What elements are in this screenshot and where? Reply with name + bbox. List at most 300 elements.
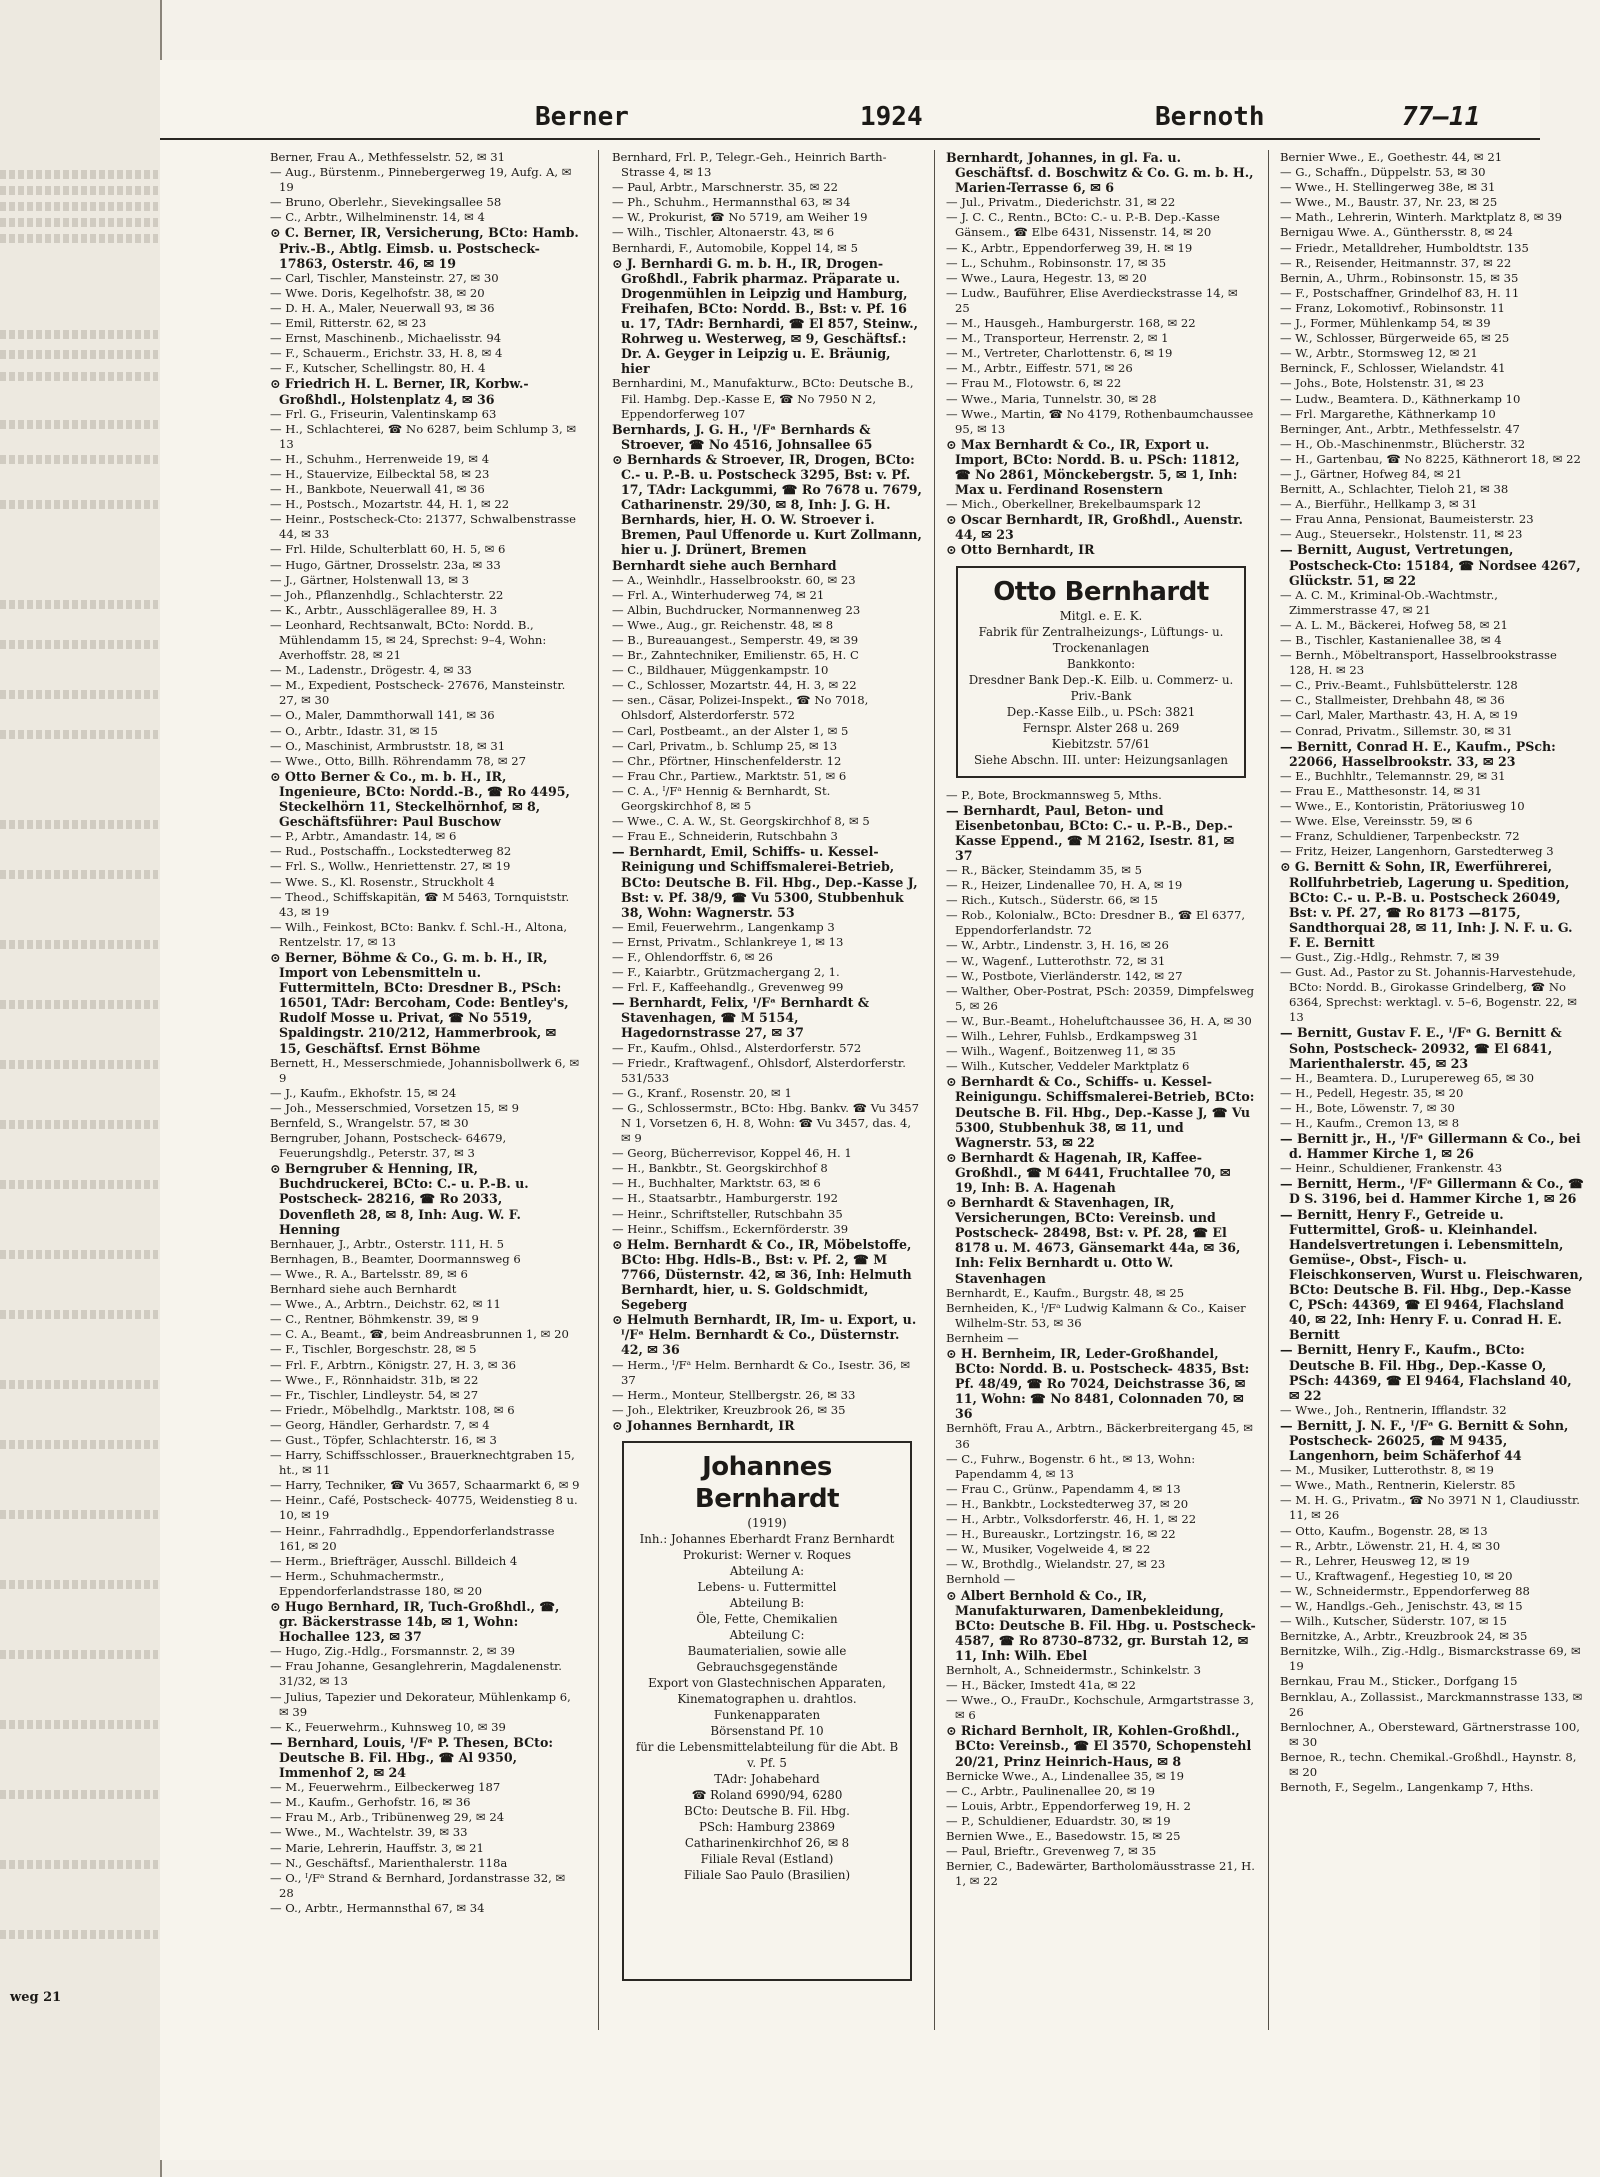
directory-entry: — Franz, Lokomotivf., Robinsonstr. 11: [1280, 300, 1505, 315]
directory-entry: — G., Schlossermstr., BCto: Hbg. Bankv. ☎ Vu 3457 N 1, Vorsetzen 6, H. 8, Wohn: ☎ Vu 3457, das. 4, ✉ 9: [612, 1100, 920, 1146]
directory-entry: — Fr., Kaufm., Ohlsd., Alsterdorferstr. 572: [612, 1040, 862, 1055]
directory-entry: — M. H. G., Privatm., ☎ No 3971 N 1, Claudiusstr. 11, ✉ 26: [1280, 1493, 1580, 1523]
directory-entry: — Frl. F., Arbtrn., Königstr. 27, H. 3, ✉ 36: [270, 1357, 516, 1372]
directory-entry: — H., Bankbtr., Lockstedterweg 37, ✉ 20: [946, 1496, 1189, 1511]
advertisement-line: Abteilung A:: [729, 1563, 805, 1578]
directory-entry: — Wwe., Laura, Hegestr. 13, ✉ 20: [946, 270, 1147, 285]
directory-entry: — H., Staatsarbtr., Hamburgerstr. 192: [612, 1191, 838, 1206]
header-page-number: 77—11: [1402, 102, 1481, 132]
directory-entry: — C. A., Beamt., ☎, beim Andreasbrunnen 1, ✉ 20: [270, 1327, 569, 1342]
directory-entry: Bernier Wwe., E., Goethestr. 44, ✉ 21: [1280, 150, 1503, 164]
directory-entry: Bernigau Wwe. A., Günthersstr. 8, ✉ 24: [1280, 225, 1513, 240]
advertisement-line: Fernspr. Alster 268 u. 269: [1022, 720, 1180, 735]
directory-entry: — Aug., Bürstenm., Pinnebergerweg 19, Aufg. A, ✉ 19: [270, 165, 572, 195]
directory-entry: — Otto, Kaufm., Bogenstr. 28, ✉ 13: [1280, 1523, 1488, 1538]
advertisement-line: PSch: Hamburg 23869: [698, 1819, 836, 1834]
directory-entry: — G., Schaffn., Düppelstr. 53, ✉ 30: [1280, 165, 1486, 180]
directory-entry: — Wwe. Doris, Kegelhofstr. 38, ✉ 20: [270, 285, 485, 300]
directory-entry: — C., Bildhauer, Müggenkampstr. 10: [612, 663, 829, 678]
directory-entry: — W., Musiker, Vogelweide 4, ✉ 22: [946, 1542, 1151, 1557]
directory-entry: — O., Maler, Dammthorwall 141, ✉ 36: [270, 708, 495, 723]
directory-entry: — H., Postsch., Mozartstr. 44, H. 1, ✉ 22: [270, 497, 510, 512]
directory-entry: — O., Maschinist, Armbruststr. 18, ✉ 31: [270, 738, 506, 753]
directory-entry: — M., Expedient, Postscheck- 27676, Mansteinstr. 27, ✉ 30: [270, 678, 566, 708]
directory-entry: ⊙ Oscar Bernhardt, IR, Großhdl., Auenstr. 44, ✉ 23: [946, 512, 1243, 543]
directory-entry: — F., Kutscher, Schellingstr. 80, H. 4: [270, 361, 486, 376]
directory-entry: Bernlochner, A., Obersteward, Gärtnerstrasse 100, ✉ 30: [1280, 1719, 1580, 1749]
directory-entry: — H., Beamtera. D., Lurupereweg 65, ✉ 30: [1280, 1070, 1535, 1085]
directory-entry: — Rob., Kolonialw., BCto: Dresdner B., ☎ El 6377, Eppendorferlandstr. 72: [946, 908, 1246, 938]
directory-entry: — Wwe., C. A. W., St. Georgskirchhof 8, ✉ 5: [612, 814, 870, 829]
advertisement-line: Fabrik für Zentralheizungs-, Lüftungs- u. Trockenanlagen: [978, 624, 1224, 655]
directory-entry: — Herm., Briefträger, Ausschl. Billdeich 4: [270, 1553, 518, 1568]
directory-entry: — W., Handlgs.-Geh., Jenischstr. 43, ✉ 15: [1280, 1599, 1523, 1613]
directory-entry: — Wwe., E., Kontoristin, Prätoriusweg 10: [1280, 799, 1525, 814]
directory-entry: — A. C. M., Kriminal-Ob.-Wachtmstr., Zimmerstrasse 47, ✉ 21: [1280, 587, 1498, 617]
advertisement-line: Siehe Abschn. III. unter: Heizungsanlagen: [974, 752, 1228, 767]
directory-entry: — H., Bankbote, Neuerwall 41, ✉ 36: [270, 482, 485, 497]
directory-entry: ⊙ Berner, Böhme & Co., G. m. b. H., IR, Import von Lebensmitteln u. Futtermitteln, BCto: Dresdner B., PSch: 16501, TAdr: Bercoham, Code: Bentley's, Rudolf Mosse u. Privat, ☎ No 5519, Spaldingstr. 210/212, Hammerbrook, ✉ 15, Geschäftsf. Ernst Böhme: [270, 949, 569, 1056]
advertisement-line: TAdr: Johabehard: [714, 1771, 820, 1786]
directory-entry: — W., Schlosser, Bürgerweide 65, ✉ 25: [1280, 331, 1510, 346]
directory-entry: — Frau C., Grünw., Papendamm 4, ✉ 13: [946, 1481, 1181, 1496]
directory-entry: — Leonhard, Rechtsanwalt, BCto: Nordd. B., Mühlendamm 15, ✉ 24, Sprechst: 9–4, Wohn: Averhoffstr. 28, ✉ 21: [270, 617, 547, 663]
directory-entry: Bernhards, J. G. H., ᴵ/Fᵃ Bernhards & Stroever, ☎ No 4516, Johnsallee 65: [612, 421, 873, 452]
directory-entry: — K., Feuerwehrm., Kuhnsweg 10, ✉ 39: [270, 1719, 506, 1734]
directory-entry: — M., Ladenstr., Drögestr. 4, ✉ 33: [270, 663, 472, 678]
directory-entry: Bernhardt siehe auch Bernhard: [612, 557, 837, 573]
directory-entry: ⊙ Bernhardt & Co., Schiffs- u. Kessel-Reinigungu. Schiffsmalerei-Betrieb, BCto: Deutsche B. Fil. Hbg., Dep.-Kasse J, ☎ Vu 5300, Stubbenhuk 38, ✉ 11, und Wagnerstr. 53, ✉ 22: [946, 1074, 1255, 1150]
directory-entry: — Walther, Ober-Postrat, PSch: 20359, Dimpfelsweg 5, ✉ 26: [946, 983, 1255, 1013]
directory-entry: — W., Bur.-Beamt., Hoheluftchaussee 36, H. A, ✉ 30: [946, 1013, 1252, 1028]
directory-entry: — Bernhardt, Emil, Schiffs- u. Kessel-Reinigung und Schiffsmalerei-Betrieb, BCto: Deutsche B. Fil. Hbg., Dep.-Kasse J, Bst: v. Pf. 38/9, ☎ Vu 5300, Stubbenhuk 38, Wohn: Wagnerstr. 53: [612, 844, 918, 920]
directory-entry: — Gust., Töpfer, Schlachterstr. 16, ✉ 3: [270, 1432, 497, 1447]
advertisement-line: für die Lebensmittelabteilung für die Abt. B v. Pf. 5: [635, 1739, 899, 1770]
directory-entry: Bernhauer, J., Arbtr., Osterstr. 111, H. 5: [270, 1236, 504, 1251]
directory-entry: — Bernhard, Louis, ᴵ/Fᵃ P. Thesen, BCto: Deutsche B. Fil. Hbg., ☎ Al 9350, Immenhof 2, ✉ 24: [270, 1734, 553, 1781]
directory-entry: — Bernitt, August, Vertretungen, Postscheck-Cto: 15184, ☎ Nordsee 4267, Glückstr. 51, ✉ 22: [1280, 542, 1581, 588]
advertisement-line: BCto: Deutsche B. Fil. Hbg.: [684, 1803, 850, 1818]
directory-entry: Bernhard, Frl. P., Telegr.-Geh., Heinrich Barth-Strasse 4, ✉ 13: [612, 150, 887, 180]
directory-entry: — C., Arbtr., Paulinenallee 20, ✉ 19: [946, 1783, 1155, 1798]
directory-entry: — Hugo, Gärtner, Drosselstr. 23a, ✉ 33: [270, 557, 501, 572]
directory-entry: — C., Stallmeister, Drehbahn 48, ✉ 36: [1280, 693, 1505, 708]
directory-entry: — Frl. G., Friseurin, Valentinskamp 63: [270, 406, 497, 421]
directory-entry: Bernhard siehe auch Bernhardt: [270, 1282, 457, 1297]
directory-entry: — Fritz, Heizer, Langenhorn, Garstedterweg 3: [1280, 844, 1554, 859]
directory-entry: — O., Arbtr., Idastr. 31, ✉ 15: [270, 723, 438, 738]
directory-entry: — Frau Chr., Partiew., Marktstr. 51, ✉ 6: [612, 768, 847, 783]
directory-entry: ⊙ G. Bernitt & Sohn, IR, Ewerführerei, Rollfuhrbetrieb, Lagerung u. Spedition, BCto: C.- u. P.-B. u. Postscheck 26049, Bst: v. Pf. 27, ☎ Ro 8173 —8175, Sandthorquai 28, ✉ 11, Inh: J. N. F. u. G. F. E. Bernitt: [1280, 859, 1573, 950]
directory-entry: — Bernitt, Henry F., Getreide u. Futtermittel, Groß- u. Kleinhandel. Handelsvertretungen i. Lebensmitteln, Gemüse-, Obst-, Fisch- u. Fleischkonserven, Wurst u. Fleischwaren, BCto: Deutsche B. Fil. Hbg., Dep.-Kasse C, PSch: 44369, ☎ El 9464, Flachsland 40, ✉ 22, Inh: Henry F. u. Conrad H. E. Bernitt: [1280, 1206, 1583, 1343]
directory-entry: — P., Arbtr., Amandastr. 14, ✉ 6: [270, 829, 457, 844]
directory-entry: Bernett, H., Messerschmiede, Johannisbollwerk 6, ✉ 9: [270, 1055, 580, 1085]
directory-entry: — M., Kaufm., Gerhofstr. 16, ✉ 36: [270, 1795, 471, 1810]
directory-entry: — A., Bierführ., Hellkamp 3, ✉ 31: [1280, 497, 1478, 512]
directory-entry: — E., Buchhltr., Telemannstr. 29, ✉ 31: [1280, 768, 1506, 783]
directory-entry: — W., Wagenf., Lutterothstr. 72, ✉ 31: [946, 953, 1166, 968]
directory-entry: — J., Gärtner, Holstenwall 13, ✉ 3: [270, 572, 469, 587]
directory-entry: — Frau M., Arb., Tribünenweg 29, ✉ 24: [270, 1810, 505, 1825]
directory-entry: — Theod., Schiffskapitän, ☎ M 5463, Tornquiststr. 43, ✉ 19: [270, 889, 570, 919]
directory-entry: — Ludw., Bauführer, Elise Averdieckstrasse 14, ✉ 25: [946, 285, 1238, 315]
directory-entry: — F., Kaiarbtr., Grützmachergang 2, 1.: [612, 965, 840, 980]
directory-entry: — M., Musiker, Lutterothstr. 8, ✉ 19: [1280, 1463, 1494, 1478]
directory-entry: — K., Arbtr., Ausschlägerallee 89, H. 3: [270, 602, 498, 617]
directory-entry: — Emil, Feuerwehrm., Langenkamp 3: [612, 919, 835, 934]
directory-entry: — H., Schuhm., Herrenweide 19, ✉ 4: [270, 451, 490, 466]
directory-entry: — C., Schlosser, Mozartstr. 44, H. 3, ✉ 22: [612, 678, 857, 693]
directory-entry: — R., Heizer, Lindenallee 70, H. A, ✉ 19: [946, 878, 1183, 893]
directory-entry: ⊙ Max Bernhardt & Co., IR, Export u. Import, BCto: Nordd. B. u. PSch: 11812, ☎ No 2861, Mönckebergstr. 5, ✉ 1, Inh: Max u. Ferdinand Rosenstern: [946, 436, 1240, 498]
directory-entry: — Georg, Bücherrevisor, Koppel 46, H. 1: [612, 1146, 852, 1161]
directory-entry: — Gust., Zig.-Hdlg., Rehmstr. 7, ✉ 39: [1280, 949, 1500, 964]
directory-entry: — M., Vertreter, Charlottenstr. 6, ✉ 19: [946, 346, 1173, 361]
directory-entry: — M., Arbtr., Eiffestr. 571, ✉ 26: [946, 361, 1133, 376]
directory-entry: — Herm., Monteur, Stellbergstr. 26, ✉ 33: [612, 1387, 856, 1402]
directory-entry: ⊙ Johannes Bernhardt, IR: [612, 1417, 795, 1433]
directory-entry: ⊙ H. Bernheim, IR, Leder-Großhandel, BCto: Nordd. B. u. Postscheck- 4835, Bst: Pf. 48/49, ☎ Ro 7024, Deichstrasse 36, ✉ 11, Wohn: ☎ No 8481, Colonnaden 70, ✉ 36: [946, 1346, 1250, 1422]
directory-entry: Bernien Wwe., E., Basedowstr. 15, ✉ 25: [946, 1829, 1181, 1843]
directory-entry: — Franz, Schuldiener, Tarpenbeckstr. 72: [1280, 829, 1520, 844]
directory-entry: — F., Postschaffner, Grindelhof 83, H. 11: [1280, 285, 1520, 300]
advertisement-line: Prokurist: Werner v. Roques: [682, 1547, 852, 1562]
advertisement-line: Baumaterialien, sowie alle Gebrauchsgegenstände: [687, 1643, 847, 1674]
directory-entry: ⊙ C. Berner, IR, Versicherung, BCto: Hamb. Priv.-B., Abtlg. Eimsb. u. Postscheck- 17863, Osterstr. 46, ✉ 19: [270, 225, 579, 271]
directory-entry: — J., Kaufm., Ekhofstr. 15, ✉ 24: [270, 1085, 457, 1100]
directory-entry: — Wwe., Martin, ☎ No 4179, Rothenbaumchaussee 95, ✉ 13: [946, 406, 1254, 436]
directory-entry: — Wwe., F., Rönnhaidstr. 31b, ✉ 22: [270, 1372, 479, 1387]
directory-entry: — D. H. A., Maler, Neuerwall 93, ✉ 36: [270, 300, 495, 315]
directory-entry: ⊙ Otto Bernhardt, IR: [946, 542, 1095, 558]
advertisement-title: Otto Bernhardt: [993, 576, 1209, 607]
directory-entry: — Wilh., Wagenf., Boitzenweg 11, ✉ 35: [946, 1044, 1176, 1059]
header-year: 1924: [860, 102, 923, 132]
directory-entry: — Conrad, Privatm., Sillemstr. 30, ✉ 31: [1280, 723, 1513, 738]
directory-entry: — P., Schuldiener, Eduardstr. 30, ✉ 19: [946, 1813, 1171, 1828]
directory-entry: Bernhagen, B., Beamter, Doormannsweg 6: [270, 1251, 521, 1266]
directory-entry: — Bernitt, Conrad H. E., Kaufm., PSch: 22066, Hasselbrookstr. 33, ✉ 23: [1280, 738, 1556, 769]
directory-entry: — Bernh., Möbeltransport, Hasselbrookstrasse 128, H. ✉ 23: [1280, 648, 1557, 678]
directory-entry: — Wwe., Joh., Rentnerin, Ifflandstr. 32: [1280, 1402, 1507, 1417]
advertisement-line: Filiale Reval (Estland): [700, 1851, 834, 1866]
directory-entry: — W., Brothdlg., Wielandstr. 27, ✉ 23: [946, 1557, 1166, 1572]
directory-entry: — Friedr., Metalldreher, Humboldtstr. 135: [1280, 240, 1529, 255]
advertisement-line: Dresdner Bank Dep.-K. Eilb. u. Commerz- u. Priv.-Bank: [968, 672, 1234, 703]
directory-entry: — Joh., Elektriker, Kreuzbrook 26, ✉ 35: [612, 1402, 846, 1417]
directory-entry: — Bruno, Oberlehr., Sievekingsallee 58: [270, 195, 502, 210]
directory-entry: — Heinr., Café, Postscheck- 40775, Weidenstieg 8 u. 10, ✉ 19: [270, 1493, 578, 1523]
directory-entry: ⊙ Otto Berner & Co., m. b. H., IR, Ingenieure, BCto: Nordd.-B., ☎ Ro 4495, Steckelhörn 11, Steckelhörnhof, ✉ 8, Geschäftsführer: Paul Buschow: [270, 768, 570, 830]
directory-entry: Bernitt, A., Schlachter, Tieloh 21, ✉ 38: [1280, 482, 1509, 497]
directory-column-1: [270, 150, 580, 2030]
directory-entry: — M., Feuerwehrm., Eilbeckerweg 187: [270, 1780, 501, 1795]
directory-entry: Bernhardt, Johannes, in gl. Fa. u. Geschäftsf. d. Boschwitz & Co. G. m. b. H., Marien-Terrasse 6, ✉ 6: [946, 150, 1254, 196]
directory-entry: — Heinr., Schriftsteller, Rutschbahn 35: [612, 1206, 843, 1221]
directory-entry: — Aug., Steuersekr., Holstenstr. 11, ✉ 23: [1280, 527, 1523, 542]
directory-entry: — Carl, Tischler, Mansteinstr. 27, ✉ 30: [270, 270, 499, 285]
directory-entry: — F., Ohlendorffstr. 6, ✉ 26: [612, 949, 773, 964]
directory-entry: Bernier, C., Badewärter, Bartholomäusstrasse 21, H. 1, ✉ 22: [946, 1859, 1255, 1889]
directory-entry: — F., Tischler, Borgeschstr. 28, ✉ 5: [270, 1342, 477, 1357]
directory-entry: — Frl. S., Wollw., Henriettenstr. 27, ✉ 19: [270, 859, 511, 874]
header-last-name: Bernoth: [1155, 102, 1265, 132]
previous-page-edge: [0, 0, 162, 2177]
advertisement-line: Inh.: Johannes Eberhardt Franz Bernhardt: [639, 1531, 895, 1546]
directory-entry: — Wwe., R. A., Bartelsstr. 89, ✉ 6: [270, 1266, 468, 1281]
directory-entry: — H., Pedell, Hegestr. 35, ✉ 20: [1280, 1085, 1464, 1100]
directory-entry: — Frl. F., Kaffeehandlg., Grevenweg 99: [612, 980, 844, 995]
directory-entry: — Ludw., Beamtera. D., Käthnerkamp 10: [1280, 391, 1521, 406]
directory-entry: ⊙ Helm. Bernhardt & Co., IR, Möbelstoffe, BCto: Hbg. Hdls-B., Bst: v. Pf. 2, ☎ M 7766, Düsternstr. 42, ✉ 36, Inh: Helmuth Bernhardt, hier, u. S. Goldschmidt, Segeberg: [612, 1236, 912, 1313]
directory-entry: — Bernitt, Henry F., Kaufm., BCto: Deutsche B. Fil. Hbg., Dep.-Kasse O, PSch: 44369, ☎ El 9464, Flachsland 40, ✉ 22: [1280, 1342, 1572, 1403]
directory-entry: — Frau Anna, Pensionat, Baumeisterstr. 23: [1280, 512, 1534, 527]
directory-entry: — Heinr., Postscheck-Cto: 21377, Schwalbenstrasse 44, ✉ 33: [270, 512, 577, 542]
directory-entry: — Bernitt, Gustav F. E., ᴵ/Fᵃ G. Bernitt & Sohn, Postscheck- 20932, ☎ El 6841, Marienthalerstr. 45, ✉ 23: [1280, 1025, 1562, 1071]
directory-entry: — C., Rentner, Böhmkenstr. 39, ✉ 9: [270, 1312, 479, 1327]
directory-entry: Bernitzke, A., Arbtr., Kreuzbrook 24, ✉ 35: [1280, 1629, 1528, 1644]
directory-entry: — Harry, Schiffsschlosser., Brauerknechtgraben 15, ht., ✉ 11: [270, 1448, 575, 1478]
directory-entry: — A., Weinhdlr., Hasselbrookstr. 60, ✉ 23: [612, 572, 856, 587]
directory-entry: Bernhardini, M., Manufakturw., BCto: Deutsche B., Fil. Hambg. Dep.-Kasse E, ☎ No 7950 N 2, Eppendorferweg 107: [612, 376, 914, 421]
directory-entry: — Math., Lehrerin, Winterh. Marktplatz 8, ✉ 39: [1280, 210, 1562, 225]
directory-entry: — Frau M., Flotowstr. 6, ✉ 22: [946, 376, 1122, 391]
directory-entry: — sen., Cäsar, Polizei-Inspekt., ☎ No 7018, Ohlsdorf, Alsterdorferstr. 572: [612, 693, 869, 723]
directory-entry: — B., Tischler, Kastanienallee 38, ✉ 4: [1280, 633, 1502, 647]
directory-entry: — Wwe., Math., Rentnerin, Kielerstr. 85: [1280, 1478, 1516, 1493]
directory-entry: — Rud., Postschaffn., Lockstedterweg 82: [270, 844, 512, 859]
directory-entry: — R., Arbtr., Löwenstr. 21, H. 4, ✉ 30: [1280, 1538, 1501, 1553]
directory-entry: ⊙ Helmuth Bernhardt, IR, Im- u. Export, u. ᴵ/Fᵃ Helm. Bernhardt & Co., Düsternstr. 42, ✉ 36: [612, 1312, 917, 1358]
directory-entry: — Friedr., Möbelhdlg., Marktstr. 108, ✉ 6: [270, 1402, 515, 1417]
directory-entry: ⊙ J. Bernhardi G. m. b. H., IR, Drogen-Großhdl., Fabrik pharmaz. Präparate u. Drogenmühlen in Leipzig und Hamburg, Freihafen, BCto: Nordd. B., Bst: v. Pf. 16 u. 17, TAdr: Bernhardi, ☎ El 857, Steinw., Rohrweg u. Westerweg, ✉ 9, Geschäftsf.: Dr. A. Geyger in Leipzig u. E. Bräunig, hier: [612, 255, 919, 377]
directory-entry: — Frl. A., Winterhuderweg 74, ✉ 21: [612, 587, 825, 602]
directory-entry: Bernicke Wwe., A., Lindenallee 35, ✉ 19: [946, 1768, 1184, 1783]
directory-entry: — H., Kaufm., Cremon 13, ✉ 8: [1280, 1116, 1460, 1130]
directory-entry: — Wilh., Kutscher, Süderstr. 107, ✉ 15: [1280, 1614, 1508, 1629]
directory-entry: — Johs., Bote, Holstenstr. 31, ✉ 23: [1280, 376, 1485, 391]
directory-column-2: [612, 150, 922, 2030]
directory-entry: — Frl. Margarethe, Käthnerkamp 10: [1280, 406, 1496, 421]
directory-entry: — Hugo, Zig.-Hdlg., Forsmannstr. 2, ✉ 39: [270, 1644, 516, 1659]
column-divider: [598, 150, 599, 2030]
directory-entry: ⊙ Bernhards & Stroever, IR, Drogen, BCto: C.- u. P.-B. u. Postscheck 3295, Bst: v. Pf. 17, TAdr: Lackgummi, ☎ Ro 7678 u. 7679, Catharinenstr. 29/30, ✉ 8, Inh: J. G. H. Bernhards, hier, H. O. W. Stroever i. Bremen, Paul Uffenorde u. Kurt Zollmann, hier u. J. Drünert, Bremen: [612, 451, 922, 558]
directory-entry: — Friedr., Kraftwagenf., Ohlsdorf, Alsterdorferstr. 531/533: [612, 1055, 906, 1085]
directory-entry: ⊙ Hugo Bernhard, IR, Tuch-Großhdl., ☎, gr. Bäckerstrasse 14b, ✉ 1, Wohn: Hochallee 123, ✉ 37: [270, 1599, 560, 1645]
directory-entry: ⊙ Friedrich H. L. Berner, IR, Korbw.-Großhdl., Holstenplatz 4, ✉ 36: [270, 376, 529, 407]
directory-entry: — H., Buchhalter, Marktstr. 63, ✉ 6: [612, 1176, 821, 1191]
directory-entry: — H., Stauervize, Eilbecktal 58, ✉ 23: [270, 466, 490, 481]
directory-column-3: [946, 150, 1256, 2030]
advertisement-line: Catharinenkirchhof 26, ✉ 8: [684, 1835, 850, 1850]
directory-entry: — B., Bureauangest., Semperstr. 49, ✉ 39: [612, 633, 859, 647]
directory-entry: — O., ᴵ/Fᵃ Strand & Bernhard, Jordanstrasse 32, ✉ 28: [270, 1870, 566, 1900]
directory-entry: — Ernst, Privatm., Schlankreye 1, ✉ 13: [612, 934, 844, 949]
directory-entry: Berninck, F., Schlosser, Wielandstr. 41: [1280, 361, 1506, 376]
directory-entry: ⊙ Bernhardt & Stavenhagen, IR, Versicherungen, BCto: Vereinsb. und Postscheck- 28498, Bst: v. Pf. 28, ☎ El 8178 u. M. 4673, Gänsemarkt 44a, ✉ 36, Inh: Felix Bernhardt u. Otto W. Stavenhagen: [946, 1195, 1241, 1286]
directory-entry: — Frau E., Schneiderin, Rutschbahn 3: [612, 829, 838, 844]
directory-entry: — Jul., Privatm., Diederichstr. 31, ✉ 22: [946, 195, 1176, 210]
advertisement-line: Abteilung B:: [729, 1595, 805, 1610]
directory-entry: — F., Schauerm., Erichstr. 33, H. 8, ✉ 4: [270, 346, 503, 361]
directory-entry: — Wwe., M., Wachtelstr. 39, ✉ 33: [270, 1825, 468, 1840]
directory-entry: Bernoth, F., Segelm., Langenkamp 7, Hths.: [1280, 1780, 1534, 1795]
directory-entry: — A. L. M., Bäckerei, Hofweg 58, ✉ 21: [1280, 617, 1508, 632]
directory-entry: ⊙ Berngruber & Henning, IR, Buchdruckerei, BCto: C.- u. P.-B. u. Postscheck- 28216, ☎ Ro 2033, Dovenfleth 28, ✉ 8, Inh: Aug. W. F. Henning: [270, 1161, 529, 1237]
directory-entry: — U., Kraftwagenf., Hegestieg 10, ✉ 20: [1280, 1568, 1513, 1583]
directory-entry: — Bernitt, Herm., ᴵ/Fᵃ Gillermann & Co., ☎ D S. 3196, bei d. Hammer Kirche 1, ✉ 26: [1280, 1176, 1584, 1207]
directory-entry: — Br., Zahntechniker, Emilienstr. 65, H. C: [612, 648, 859, 663]
advertisement-line: Kiebitzstr. 57/61: [1051, 736, 1151, 751]
directory-entry: — Harry, Techniker, ☎ Vu 3657, Schaarmarkt 6, ✉ 9: [270, 1478, 580, 1493]
directory-entry: — J. C. C., Rentn., BCto: C.- u. P.-B. Dep.-Kasse Gänsem., ☎ Elbe 6431, Nissenstr. 14, ✉ 20: [946, 210, 1220, 240]
directory-entry: — L., Schuhm., Robinsonstr. 17, ✉ 35: [946, 255, 1167, 270]
directory-entry: — Marie, Lehrerin, Hauffstr. 3, ✉ 21: [270, 1840, 484, 1855]
directory-entry: — R., Lehrer, Heusweg 12, ✉ 19: [1280, 1553, 1470, 1568]
directory-entry: Bernhöft, Frau A., Arbtrn., Bäckerbreitergang 45, ✉ 36: [946, 1421, 1253, 1451]
directory-entry: — Bernitt jr., H., ᴵ/Fᵃ Gillermann & Co., bei d. Hammer Kirche 1, ✉ 26: [1280, 1131, 1581, 1162]
directory-entry: — Carl, Postbeamt., an der Alster 1, ✉ 5: [612, 723, 849, 738]
directory-entry: — C. A., ᴵ/Fᵃ Hennig & Bernhardt, St. Georgskirchhof 8, ✉ 5: [612, 783, 831, 814]
column-divider: [934, 150, 935, 2030]
directory-entry: — H., Ob.-Maschinenmstr., Blücherstr. 32: [1280, 436, 1526, 451]
directory-entry: — Bernitt, J. N. F., ᴵ/Fᵃ G. Bernitt & Sohn, Postscheck- 26025, ☎ M 9435, Langenhorn, beim Schäferhof 44: [1280, 1417, 1569, 1464]
directory-entry: — Wwe., Otto, Billh. Röhrendamm 78, ✉ 27: [270, 753, 527, 768]
advertisement-line: Lebens- u. Futtermittel: [697, 1579, 837, 1594]
directory-entry: — Herm., ᴵ/Fᵃ Helm. Bernhardt & Co., Isestr. 36, ✉ 37: [612, 1357, 911, 1387]
directory-entry: — Gust. Ad., Pastor zu St. Johannis-Harvestehude, BCto: Nordd. B., Girokasse Grindelberg, ☎ No 6364, Sprechst: werktagl. v. 5–6, Bogenstr. 22, ✉ 13: [1280, 965, 1578, 1025]
directory-entry: Bernhardt, E., Kaufm., Burgstr. 48, ✉ 25: [946, 1285, 1185, 1300]
directory-entry: — Mich., Oberkellner, Brekelbaumspark 12: [946, 497, 1202, 512]
directory-entry: Bernfeld, S., Wrangelstr. 57, ✉ 30: [270, 1116, 469, 1130]
directory-entry: — Wilh., Lehrer, Fuhlsb., Erdkampsweg 31: [946, 1029, 1199, 1044]
directory-entry: — Frl. Hilde, Schulterblatt 60, H. 5, ✉ 6: [270, 542, 506, 557]
advertisement-line: Öle, Fette, Chemikalien: [696, 1611, 838, 1626]
directory-entry: — Wwe., M., Baustr. 37, Nr. 23, ✉ 25: [1280, 195, 1498, 210]
directory-entry: — N., Geschäftsf., Marienthalerstr. 118a: [270, 1855, 508, 1870]
directory-entry: — W., Arbtr., Lindenstr. 3, H. 16, ✉ 26: [946, 938, 1169, 953]
directory-entry: — P., Bote, Brockmannsweg 5, Mths.: [946, 787, 1162, 802]
directory-entry: — Joh., Messerschmied, Vorsetzen 15, ✉ 9: [270, 1100, 520, 1115]
directory-entry: — R., Reisender, Heitmannstr. 37, ✉ 22: [1280, 255, 1512, 270]
advertisement-box: [622, 1441, 912, 1981]
directory-entry: Bernheim —: [946, 1330, 1019, 1345]
directory-entry: — R., Bäcker, Steindamm 35, ✉ 5: [946, 863, 1143, 877]
directory-entry: — Louis, Arbtr., Eppendorferweg 19, H. 2: [946, 1798, 1191, 1813]
directory-entry: — Wwe., A., Arbtrn., Deichstr. 62, ✉ 11: [270, 1297, 501, 1312]
directory-entry: Bernkau, Frau M., Sticker., Dorfgang 15: [1280, 1674, 1518, 1689]
directory-entry: — Wwe. S., Kl. Rosenstr., Struckholt 4: [270, 874, 495, 889]
directory-entry: — Wwe. Else, Vereinsstr. 59, ✉ 6: [1280, 814, 1473, 829]
directory-entry: — H., Schlachterei, ☎ No 6287, beim Schlump 3, ✉ 13: [270, 421, 577, 451]
advertisement-line: ☎ Roland 6990/94, 6280: [691, 1787, 843, 1802]
directory-entry: — Ernst, Maschinenb., Michaelisstr. 94: [270, 331, 502, 346]
directory-entry: ⊙ Bernhardt & Hagenah, IR, Kaffee-Großhdl., ☎ M 6441, Fruchtallee 70, ✉ 19, Inh: B. A. Hagenah: [946, 1149, 1231, 1195]
gutter-footer-text: weg 21: [10, 1990, 62, 2005]
directory-entry: — Wilh., Tischler, Altonaerstr. 43, ✉ 6: [612, 225, 835, 240]
directory-entry: ⊙ Albert Bernhold & Co., IR, Manufakturwaren, Damenbekleidung, BCto: Deutsche B. Fil. Hbg. u. Postscheck- 4587, ☎ Ro 8730–8732, gr. Burstah 12, ✉ 11, Inh: Wilh. Ebel: [946, 1587, 1256, 1663]
directory-entry: — M., Transporteur, Herrenstr. 2, ✉ 1: [946, 331, 1169, 346]
directory-entry: — J., Gärtner, Hofweg 84, ✉ 21: [1280, 466, 1462, 481]
advertisement-line: Bankkonto:: [1066, 656, 1136, 671]
directory-entry: — C., Arbtr., Wilhelminenstr. 14, ✉ 4: [270, 210, 485, 225]
directory-column-4: [1280, 150, 1585, 2030]
directory-entry: Berngruber, Johann, Postscheck- 64679, Feuerungshdlg., Peterstr. 37, ✉ 3: [270, 1131, 507, 1161]
directory-entry: — H., Bäcker, Imstedt 41a, ✉ 22: [946, 1678, 1136, 1693]
directory-entry: — Herm., Schuhmachermstr., Eppendorferlandstrasse 180, ✉ 20: [270, 1568, 482, 1598]
header-first-name: Berner: [535, 102, 629, 132]
directory-entry: — H., Bote, Löwenstr. 7, ✉ 30: [1280, 1100, 1455, 1115]
advertisement-line: (1919): [747, 1515, 787, 1530]
advertisement-box: [956, 566, 1246, 778]
directory-entry: — Paul, Arbtr., Marschnerstr. 35, ✉ 22: [612, 180, 838, 195]
column-divider: [1268, 150, 1269, 2030]
directory-entry: — Chr., Pförtner, Hinschenfelderstr. 12: [612, 753, 842, 768]
directory-entry: — Wilh., Feinkost, BCto: Bankv. f. Schl.-H., Altona, Rentzelstr. 17, ✉ 13: [270, 919, 568, 949]
directory-entry: Bernholt, A., Schneidermstr., Schinkelstr. 3: [946, 1662, 1201, 1677]
directory-entry: — C., Priv.-Beamt., Fuhlsbüttelerstr. 128: [1280, 678, 1518, 693]
advertisement-line: Abteilung C:: [729, 1627, 805, 1642]
directory-entry: — Bernhardt, Felix, ᴵ/Fᵃ Bernhardt & Stavenhagen, ☎ M 5154, Hagedornstrasse 27, ✉ 37: [612, 995, 870, 1041]
directory-entry: — Paul, Brieftr., Grevenweg 7, ✉ 35: [946, 1844, 1157, 1859]
directory-entry: — Joh., Pflanzenhdlg., Schlachterstr. 22: [270, 587, 504, 602]
directory-entry: — Julius, Tapezier und Dekorateur, Mühlenkamp 6, ✉ 39: [270, 1689, 571, 1719]
directory-entry: — Wwe., Aug., gr. Reichenstr. 48, ✉ 8: [612, 617, 834, 632]
directory-entry: — H., Bureauskr., Lortzingstr. 16, ✉ 22: [946, 1527, 1176, 1542]
directory-entry: — H., Bankbtr., St. Georgskirchhof 8: [612, 1161, 828, 1176]
directory-entry: — Heinr., Fahrradhdlg., Eppendorferlandstrasse 161, ✉ 20: [270, 1523, 555, 1553]
directory-entry: — Wwe., H. Stellingerweg 38e, ✉ 31: [1280, 180, 1496, 195]
directory-entry: — J., Former, Mühlenkamp 54, ✉ 39: [1280, 316, 1491, 331]
directory-entry: — Frau E., Matthesonstr. 14, ✉ 31: [1280, 783, 1482, 798]
directory-entry: Bernoe, R., techn. Chemikal.-Großhdl., Haynstr. 8, ✉ 20: [1280, 1749, 1577, 1780]
directory-entry: — Carl, Maler, Marthastr. 43, H. A, ✉ 19: [1280, 708, 1518, 723]
directory-entry: — Albin, Buchdrucker, Normannenweg 23: [612, 602, 861, 617]
page-header: [160, 98, 1540, 140]
directory-entry: Bernitzke, Wilh., Zig.-Hdlg., Bismarckstrasse 69, ✉ 19: [1280, 1644, 1581, 1674]
directory-entry: Bernklau, A., Zollassist., Marckmannstrasse 133, ✉ 26: [1280, 1689, 1583, 1719]
directory-entry: Berner, Frau A., Methfesselstr. 52, ✉ 31: [270, 150, 505, 164]
directory-entry: — W., Schneidermstr., Eppendorferweg 88: [1280, 1583, 1530, 1598]
directory-entry: — W., Postbote, Vierländerstr. 142, ✉ 27: [946, 968, 1183, 983]
directory-entry: — H., Arbtr., Volksdorferstr. 46, H. 1, ✉ 22: [946, 1512, 1197, 1527]
advertisement-line: Filiale Sao Paulo (Brasilien): [683, 1867, 851, 1882]
directory-entry: — Heinr., Schiffsm., Eckernförderstr. 39: [612, 1221, 849, 1236]
directory-entry: — M., Hausgeh., Hamburgerstr. 168, ✉ 22: [946, 316, 1196, 331]
directory-entry: — H., Gartenbau, ☎ No 8225, Käthnerort 18, ✉ 22: [1280, 451, 1581, 466]
advertisement-line: Dep.-Kasse Eilb., u. PSch: 3821: [1006, 704, 1196, 719]
directory-entry: Berninger, Ant., Arbtr., Methfesselstr. 47: [1280, 421, 1520, 436]
advertisement-line: Börsenstand Pf. 10: [710, 1723, 824, 1738]
directory-entry: — O., Arbtr., Hermannsthal 67, ✉ 34: [270, 1900, 485, 1915]
directory-entry: — Fr., Tischler, Lindleystr. 54, ✉ 27: [270, 1387, 479, 1402]
directory-entry: Bernhold —: [946, 1572, 1016, 1587]
directory-entry: — Georg, Händler, Gerhardstr. 7, ✉ 4: [270, 1417, 490, 1432]
directory-entry: — W., Prokurist, ☎ No 5719, am Weiher 19: [612, 210, 868, 225]
directory-entry: — Heinr., Schuldiener, Frankenstr. 43: [1280, 1161, 1503, 1176]
directory-entry: Bernheiden, K., ᴵ/Fᵃ Ludwig Kalmann & Co., Kaiser Wilhelm-Str. 53, ✉ 36: [946, 1300, 1246, 1330]
directory-entry: ⊙ Richard Bernholt, IR, Kohlen-Großhdl., BCto: Vereinsb., ☎ El 3570, Schopenstehl 20/21, Prinz Heinrich-Haus, ✉ 8: [946, 1723, 1252, 1769]
directory-entry: — W., Arbtr., Stormsweg 12, ✉ 21: [1280, 346, 1478, 361]
directory-entry: — Emil, Ritterstr. 62, ✉ 23: [270, 316, 427, 331]
directory-entry: Bernhardi, F., Automobile, Koppel 14, ✉ 5: [612, 240, 858, 255]
advertisement-line: Export von Glastechnischen Apparaten, Kinematographen u. drahtlos. Funkenapparaten: [648, 1675, 886, 1722]
directory-entry: — Wilh., Kutscher, Veddeler Marktplatz 6: [946, 1059, 1190, 1074]
directory-entry: — Carl, Privatm., b. Schlump 25, ✉ 13: [612, 738, 838, 753]
directory-entry: — G., Kranf., Rosenstr. 20, ✉ 1: [612, 1085, 792, 1100]
directory-entry: — Bernhardt, Paul, Beton- und Eisenbetonbau, BCto: C.- u. P.-B., Dep.-Kasse Eppend., ☎ M 2162, Isestr. 81, ✉ 37: [946, 802, 1235, 863]
directory-entry: — Wwe., O., FrauDr., Kochschule, Armgartstrasse 3, ✉ 6: [946, 1693, 1255, 1723]
